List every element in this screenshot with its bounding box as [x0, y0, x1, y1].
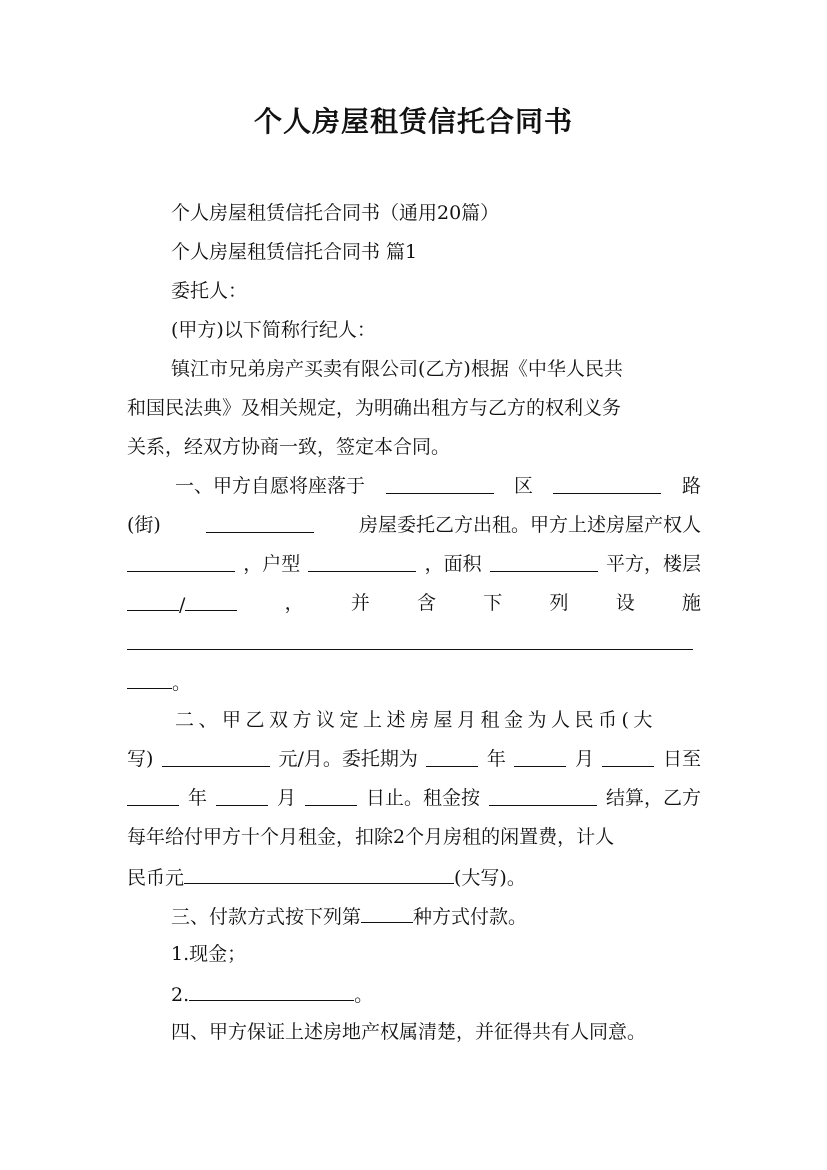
- clause-2-line: [175, 707, 701, 733]
- clause-char: 并: [350, 592, 370, 614]
- floor-fraction: [127, 590, 237, 618]
- clause-text: /: [179, 594, 186, 616]
- blank-field: [127, 590, 179, 611]
- clause-text: ，户型: [243, 553, 301, 575]
- clause-char: 列: [549, 592, 569, 614]
- clause-1-line: [127, 668, 701, 696]
- clause-text: 二、甲乙双方议定上述房屋月租金为人民币(大: [175, 709, 657, 731]
- clause-1-line: [127, 551, 701, 577]
- blank-field: [216, 785, 268, 806]
- clause-text: 日止。租金按: [365, 787, 480, 809]
- clause-text: 元/月。委托期为: [278, 748, 418, 770]
- clause-text: 房屋委托乙方出租。甲方上述房屋产权人: [358, 514, 701, 536]
- clause-text: 年: [486, 748, 506, 770]
- clause-text: 。: [354, 984, 374, 1006]
- blank-field: [426, 746, 478, 767]
- clause-text: 三、付款方式按下列第: [171, 906, 362, 928]
- blank-field: [185, 590, 237, 611]
- payment-option-1: 1.现金；: [171, 943, 247, 965]
- blank-field: [127, 629, 693, 650]
- clause-text: 日至: [662, 748, 701, 770]
- blank-field: [553, 473, 661, 494]
- blank-field: [206, 512, 314, 533]
- clause-text: 年: [187, 787, 207, 809]
- clause-char: 含: [417, 592, 437, 614]
- clause-text: 结算，乙方: [605, 787, 701, 809]
- blank-field: [489, 785, 597, 806]
- clause-text: 区: [513, 475, 533, 497]
- blank-field: [308, 551, 416, 572]
- paragraph-line: 关系，经双方协商一致，签定本合同。: [127, 436, 451, 458]
- blank-field: [386, 473, 494, 494]
- clause-char: 下: [483, 592, 503, 614]
- clause-3-line: [171, 902, 701, 930]
- clause-2-line: [127, 863, 701, 891]
- blank-field: [602, 746, 654, 767]
- clause-text: 2.: [171, 984, 190, 1006]
- clause-text: (大写)。: [454, 867, 526, 889]
- clause-2-line: [127, 785, 701, 811]
- document-title: 个人房屋租赁信托合同书: [253, 105, 573, 138]
- blank-field: [127, 551, 235, 572]
- clause-text: 路: [681, 475, 701, 497]
- clause-text: 月: [276, 787, 296, 809]
- blank-field: [189, 980, 354, 1001]
- subtitle-line: 个人房屋租赁信托合同书（通用20篇）: [171, 202, 500, 224]
- blank-field: [127, 785, 179, 806]
- clause-char: ，: [284, 592, 304, 614]
- clause-text: 写): [127, 748, 154, 770]
- clause-2-line: [127, 746, 701, 772]
- party-a-label: (甲方)以下简称行纪人：: [171, 319, 376, 341]
- clause-char: 施: [681, 592, 701, 614]
- clause-text: (街): [127, 514, 161, 536]
- paragraph-line: 和国民法典》及相关规定，为明确出租方与乙方的权利义务: [127, 397, 622, 419]
- principal-label: 委托人：: [171, 280, 248, 302]
- clause-1-line: [127, 590, 701, 618]
- blank-field: [162, 746, 270, 767]
- clause-2-line: 每年给付甲方十个月租金，扣除2个月房租的闲置费，计人: [127, 826, 615, 848]
- clause-text: ，面积: [424, 553, 482, 575]
- clause-1-line: [127, 512, 701, 538]
- blank-field: [305, 785, 357, 806]
- blank-field: [127, 668, 172, 689]
- paragraph-line: 镇江市兄弟房产买卖有限公司(乙方)根据《中华人民共: [171, 358, 623, 380]
- clause-1-line: [175, 473, 701, 499]
- clause-1-line: [127, 629, 701, 650]
- clause-text: 种方式付款。: [413, 906, 528, 928]
- clause-4-line: 四、甲方保证上述房地产权属清楚，并征得共有人同意。: [171, 1021, 647, 1043]
- clause-text: 一、甲方自愿将座落于: [175, 475, 366, 497]
- clause-char: 设: [615, 592, 635, 614]
- blank-field: [361, 902, 413, 923]
- section-heading: 个人房屋租赁信托合同书 篇1: [171, 241, 418, 263]
- clause-text: 民币元: [127, 867, 185, 889]
- blank-field: [184, 863, 454, 884]
- clause-text: 月: [574, 748, 594, 770]
- blank-field: [490, 551, 598, 572]
- payment-option-2: [171, 980, 701, 1008]
- clause-text: 平方，楼层: [605, 553, 701, 575]
- clause-text: 。: [172, 672, 192, 694]
- blank-field: [514, 746, 566, 767]
